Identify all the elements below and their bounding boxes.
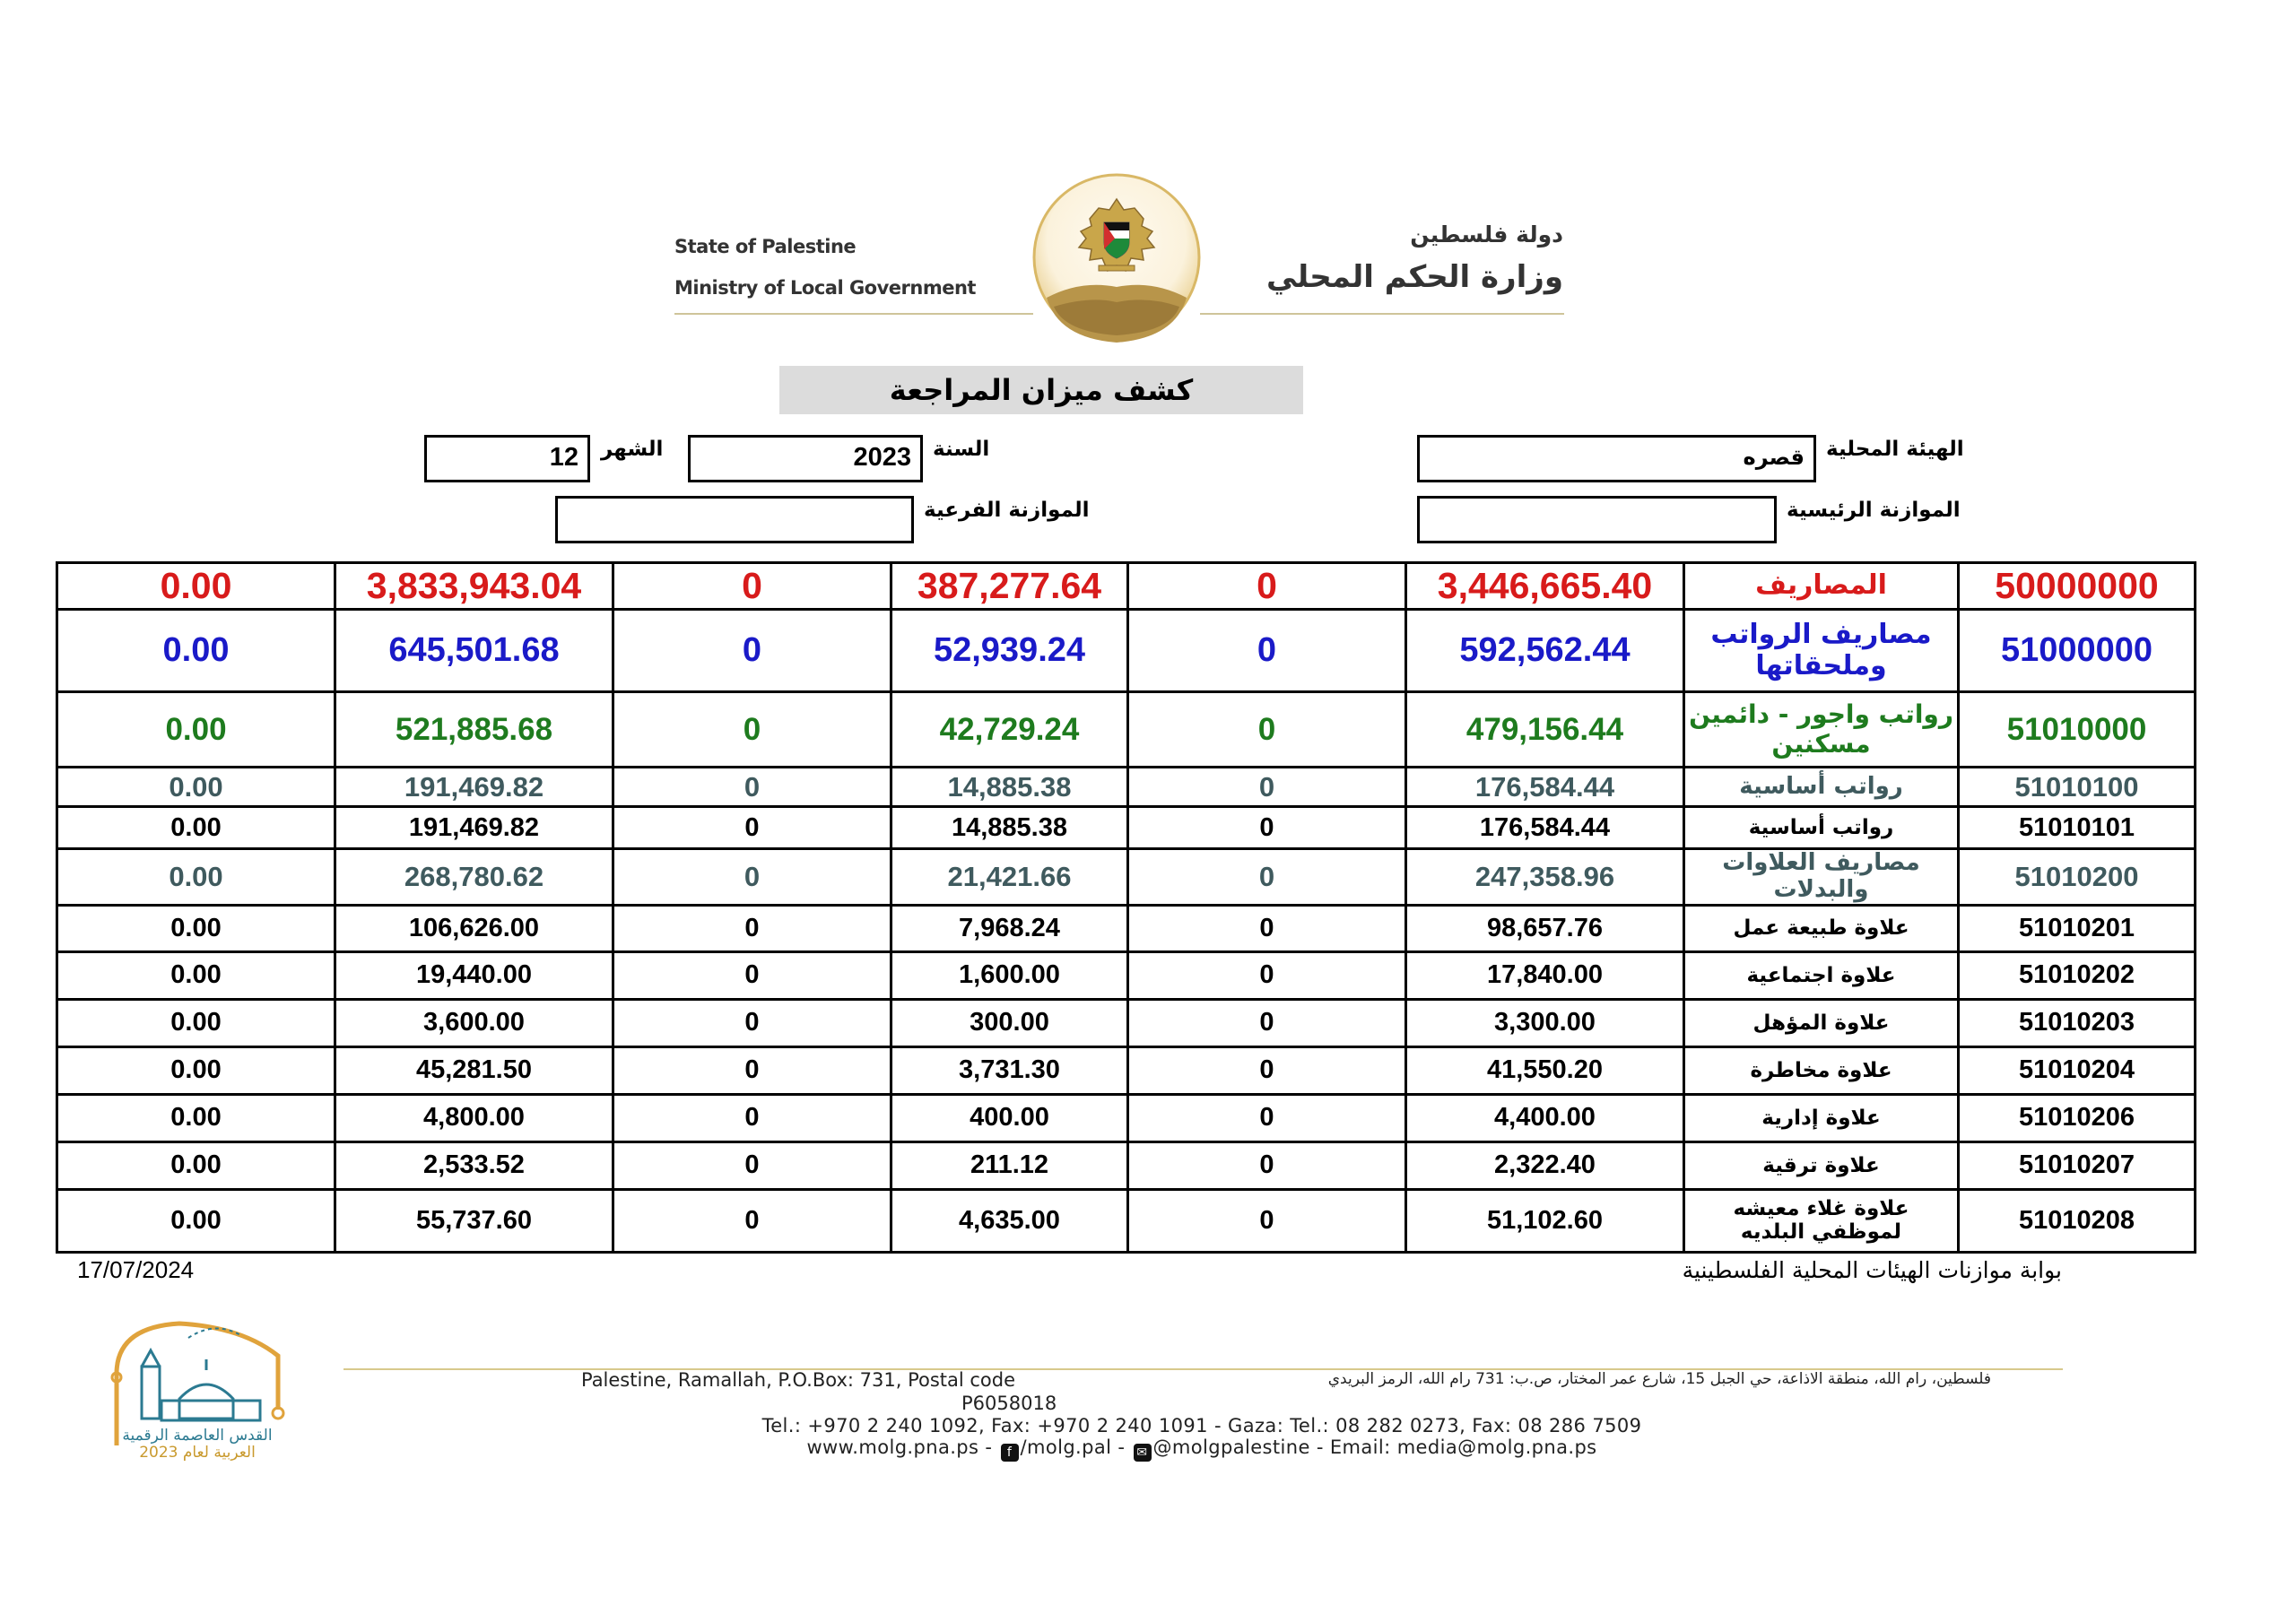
- account-code: 51010000: [1959, 692, 2196, 768]
- table-row: [57, 1141, 2196, 1189]
- value-col-2: 0: [1128, 999, 1406, 1046]
- value-col-5: 106,626.00: [335, 905, 613, 951]
- account-description: رواتب أساسية: [1684, 768, 1959, 807]
- value-col-6: 0.00: [57, 1094, 335, 1141]
- value-col-5: 45,281.50: [335, 1046, 613, 1094]
- value-col-2: 0: [1128, 849, 1406, 906]
- portal-name: بوابة موازنات الهيئات المحلية الفلسطينية: [1682, 1257, 2062, 1283]
- account-description: علاوة المؤهل: [1684, 999, 1959, 1046]
- mail-icon: ✉: [1134, 1444, 1152, 1462]
- value-col-1: 41,550.20: [1406, 1046, 1684, 1094]
- value-col-1: 17,840.00: [1406, 951, 1684, 999]
- value-col-4: 0: [613, 563, 891, 610]
- state-name-en: State of Palestine: [674, 236, 857, 257]
- account-code: 51010204: [1959, 1046, 2196, 1094]
- table-row: [57, 807, 2196, 849]
- value-col-5: 191,469.82: [335, 807, 613, 849]
- value-col-2: 0: [1128, 1094, 1406, 1141]
- value-col-4: 0: [613, 1189, 891, 1252]
- value-col-6: 0.00: [57, 849, 335, 906]
- ministry-name-ar: وزارة الحكم المحلي: [1265, 259, 1563, 295]
- table-row: [57, 563, 2196, 610]
- account-description: علاوة طبيعة عمل: [1684, 905, 1959, 951]
- table-row: [57, 849, 2196, 906]
- value-col-4: 0: [613, 999, 891, 1046]
- table-row: [57, 1094, 2196, 1141]
- header-english: [674, 226, 976, 308]
- account-description: علاوة ترقية: [1684, 1141, 1959, 1189]
- value-col-4: 0: [613, 768, 891, 807]
- account-description: علاوة اجتماعية: [1684, 951, 1959, 999]
- value-col-4: 0: [613, 1094, 891, 1141]
- account-description: علاوة إدارية: [1684, 1094, 1959, 1141]
- value-col-3: 400.00: [891, 1094, 1128, 1141]
- account-description: علاوة غلاء معيشه لموظفي البلديه: [1684, 1189, 1959, 1252]
- value-col-6: 0.00: [57, 768, 335, 807]
- trial-balance-table: [56, 561, 2196, 1254]
- value-col-1: 51,102.60: [1406, 1189, 1684, 1252]
- value-col-2: 0: [1128, 768, 1406, 807]
- account-description: رواتب واجور - دائمين مسكنين: [1684, 692, 1959, 768]
- account-code: 51010208: [1959, 1189, 2196, 1252]
- account-code: 51000000: [1959, 610, 2196, 692]
- value-col-1: 3,446,665.40: [1406, 563, 1684, 610]
- year-field[interactable]: 2023: [688, 435, 923, 482]
- main-budget-field[interactable]: [1417, 496, 1777, 543]
- footer-facebook[interactable]: /molg.pal: [1020, 1436, 1112, 1458]
- value-col-1: 98,657.76: [1406, 905, 1684, 951]
- value-col-4: 0: [613, 610, 891, 692]
- value-col-2: 0: [1128, 1189, 1406, 1252]
- value-col-3: 7,968.24: [891, 905, 1128, 951]
- value-col-5: 3,600.00: [335, 999, 613, 1046]
- footer-address-ar: فلسطين، رام الله، منطقة الاذاعة، حي الجبل 15، شارع عمر المختار، ص.ب: 731 رام الله، الرمز البريدي: [1327, 1370, 1991, 1388]
- header-arabic: [1266, 215, 1563, 299]
- value-col-3: 3,731.30: [891, 1046, 1128, 1094]
- value-col-4: 0: [613, 905, 891, 951]
- account-description: مصاريف العلاوات والبدلات: [1684, 849, 1959, 906]
- value-col-1: 2,322.40: [1406, 1141, 1684, 1189]
- report-date: 17/07/2024: [77, 1256, 195, 1283]
- document-title: كشف ميزان المراجعة: [779, 366, 1303, 414]
- value-col-3: 211.12: [891, 1141, 1128, 1189]
- value-col-1: 479,156.44: [1406, 692, 1684, 768]
- footer-website[interactable]: www.molg.pna.ps: [806, 1436, 979, 1458]
- table-row: [57, 999, 2196, 1046]
- value-col-3: 387,277.64: [891, 563, 1128, 610]
- value-col-6: 0.00: [57, 905, 335, 951]
- value-col-2: 0: [1128, 1141, 1406, 1189]
- value-col-1: 176,584.44: [1406, 807, 1684, 849]
- value-col-2: 0: [1128, 610, 1406, 692]
- value-col-3: 1,600.00: [891, 951, 1128, 999]
- value-col-3: 42,729.24: [891, 692, 1128, 768]
- jerusalem-logo-line2: العربية لعام 2023: [139, 1444, 256, 1462]
- footer-social-email[interactable]: @molgpalestine - Email: media@molg.pna.ps: [1152, 1436, 1597, 1458]
- value-col-1: 592,562.44: [1406, 610, 1684, 692]
- state-name-ar: دولة فلسطين: [1410, 221, 1563, 247]
- sub-budget-field[interactable]: [555, 496, 914, 543]
- account-description: مصاريف الرواتب وملحقاتها: [1684, 610, 1959, 692]
- value-col-5: 3,833,943.04: [335, 563, 613, 610]
- value-col-6: 0.00: [57, 1046, 335, 1094]
- value-col-5: 521,885.68: [335, 692, 613, 768]
- value-col-5: 645,501.68: [335, 610, 613, 692]
- authority-field[interactable]: قصره: [1417, 435, 1816, 482]
- value-col-2: 0: [1128, 807, 1406, 849]
- value-col-2: 0: [1128, 1046, 1406, 1094]
- value-col-5: 191,469.82: [335, 768, 613, 807]
- value-col-6: 0.00: [57, 999, 335, 1046]
- footer-phones: Tel.: +970 2 240 1092, Fax: +970 2 240 1091 - Gaza: Tel.: 08 282 0273, Fax: 08 286 7509: [761, 1415, 1642, 1436]
- table-row: [57, 610, 2196, 692]
- account-code: 50000000: [1959, 563, 2196, 610]
- jerusalem-logo-line1: القدس العاصمة الرقمية: [122, 1427, 273, 1445]
- month-label: الشهر: [601, 438, 664, 461]
- account-code: 51010100: [1959, 768, 2196, 807]
- value-col-6: 0.00: [57, 951, 335, 999]
- value-col-2: 0: [1128, 951, 1406, 999]
- value-col-5: 55,737.60: [335, 1189, 613, 1252]
- value-col-6: 0.00: [57, 807, 335, 849]
- value-col-4: 0: [613, 1046, 891, 1094]
- value-col-6: 0.00: [57, 1189, 335, 1252]
- account-description: رواتب أساسية: [1684, 807, 1959, 849]
- header-rule-left: [674, 313, 1033, 315]
- table-row: [57, 692, 2196, 768]
- value-col-6: 0.00: [57, 563, 335, 610]
- main-budget-label: الموازنة الرئيسية: [1787, 499, 1961, 522]
- value-col-1: 3,300.00: [1406, 999, 1684, 1046]
- value-col-3: 21,421.66: [891, 849, 1128, 906]
- account-description: علاوة مخاطرة: [1684, 1046, 1959, 1094]
- value-col-5: 4,800.00: [335, 1094, 613, 1141]
- table-row: [57, 1046, 2196, 1094]
- month-field[interactable]: 12: [424, 435, 590, 482]
- value-col-3: 14,885.38: [891, 768, 1128, 807]
- ministry-name-en: Ministry of Local Government: [674, 277, 976, 299]
- table-row: [57, 768, 2196, 807]
- value-col-4: 0: [613, 807, 891, 849]
- value-col-2: 0: [1128, 563, 1406, 610]
- table-row: [57, 1189, 2196, 1252]
- jerusalem-logo-caption: [99, 1428, 296, 1462]
- table-row: [57, 905, 2196, 951]
- account-code: 51010201: [1959, 905, 2196, 951]
- value-col-3: 14,885.38: [891, 807, 1128, 849]
- value-col-5: 268,780.62: [335, 849, 613, 906]
- footer-address-en: Palestine, Ramallah, P.O.Box: 731, Postal code: [580, 1369, 1016, 1391]
- year-label: السنة: [933, 438, 990, 461]
- value-col-6: 0.00: [57, 1141, 335, 1189]
- account-code: 51010207: [1959, 1141, 2196, 1189]
- value-col-6: 0.00: [57, 610, 335, 692]
- value-col-1: 247,358.96: [1406, 849, 1684, 906]
- value-col-3: 4,635.00: [891, 1189, 1128, 1252]
- value-col-1: 176,584.44: [1406, 768, 1684, 807]
- account-code: 51010206: [1959, 1094, 2196, 1141]
- value-col-3: 300.00: [891, 999, 1128, 1046]
- footer-postal-code: P6058018: [961, 1393, 1057, 1414]
- footer-address-en-block: [502, 1368, 1094, 1415]
- value-col-2: 0: [1128, 905, 1406, 951]
- value-col-6: 0.00: [57, 692, 335, 768]
- value-col-4: 0: [613, 1141, 891, 1189]
- table-row: [57, 951, 2196, 999]
- value-col-4: 0: [613, 849, 891, 906]
- account-code: 51010101: [1959, 807, 2196, 849]
- account-description: المصاريف: [1684, 563, 1959, 610]
- value-col-3: 52,939.24: [891, 610, 1128, 692]
- value-col-2: 0: [1128, 692, 1406, 768]
- header-rule-right: [1200, 313, 1564, 315]
- account-code: 51010203: [1959, 999, 2196, 1046]
- palestine-emblem-icon: [1027, 172, 1206, 352]
- value-col-1: 4,400.00: [1406, 1094, 1684, 1141]
- footer-web-line: www.molg.pna.ps - f /molg.pal - ✉ @molgpalestine - Email: media@molg.pna.ps: [806, 1436, 1597, 1460]
- account-code: 51010202: [1959, 951, 2196, 999]
- value-col-5: 19,440.00: [335, 951, 613, 999]
- facebook-icon: f: [1001, 1444, 1019, 1462]
- sub-budget-label: الموازنة الفرعية: [924, 499, 1090, 522]
- value-col-4: 0: [613, 951, 891, 999]
- value-col-5: 2,533.52: [335, 1141, 613, 1189]
- authority-label: الهيئة المحلية: [1826, 438, 1964, 461]
- account-code: 51010200: [1959, 849, 2196, 906]
- value-col-4: 0: [613, 692, 891, 768]
